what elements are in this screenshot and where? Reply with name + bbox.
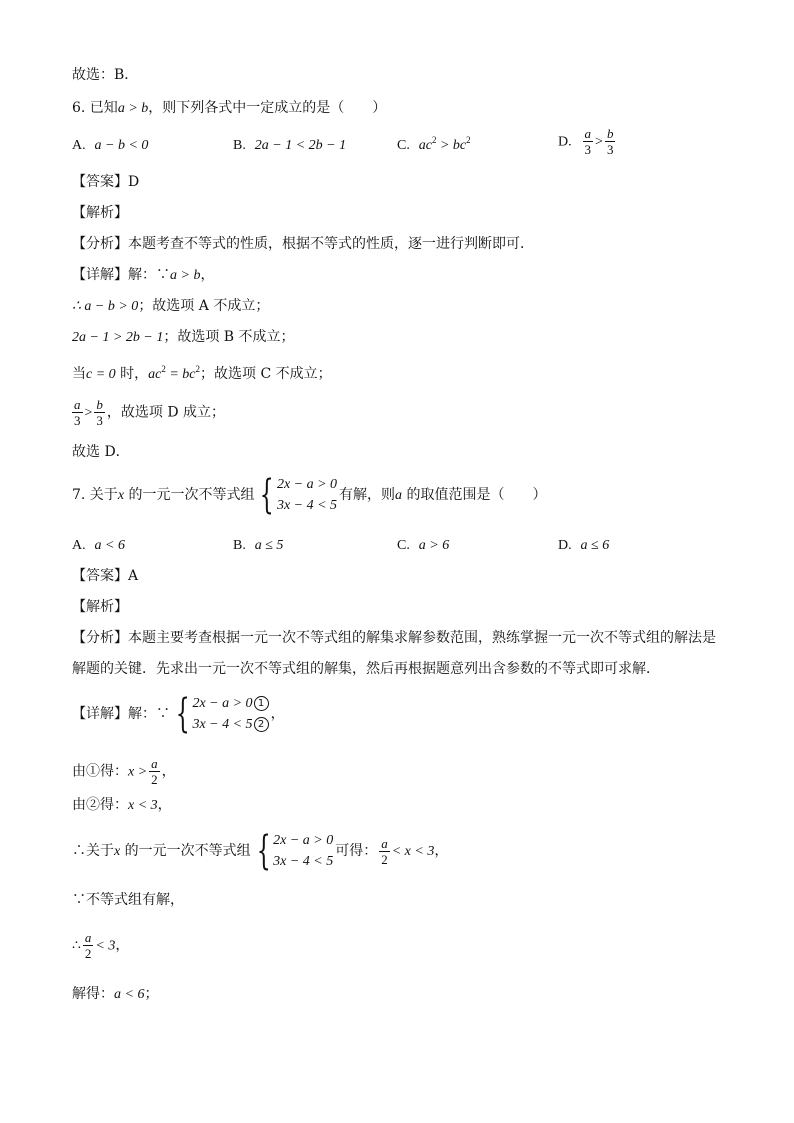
q7-from-2-expr: x < 3 xyxy=(128,798,158,813)
q6-step-1-text: ；故选项 A 不成立； xyxy=(138,298,270,314)
q6-option-b xyxy=(233,135,346,156)
q6-step-3-eq-left: ac xyxy=(148,367,162,382)
q6-step-2 xyxy=(72,327,295,348)
q6-step-4-text: ，故选项 D 成立； xyxy=(106,404,226,421)
q6-step-3-text: ；故选项 C 不成立； xyxy=(200,366,332,382)
q7-from-2 xyxy=(72,795,172,816)
q6-fenxi: 【分析】本题考查不等式的性质，根据不等式的性质，逐一进行判断即可． xyxy=(72,236,534,252)
q7-from-2-label: 由②得： xyxy=(72,797,128,813)
q7-detail-end: ， xyxy=(270,706,285,722)
q6-option-c-sup-2: 2 xyxy=(466,135,471,145)
q7-detail-prefix: 【详解】解：∵ xyxy=(72,706,170,722)
q6-stem-prefix: 6. 已知 xyxy=(72,100,118,116)
q6-step-3-sup-2: 2 xyxy=(195,364,201,374)
q7-therefore-expr: < x < 3 xyxy=(391,844,435,859)
q6-option-d-label: D. xyxy=(558,134,572,150)
q7-from-1 xyxy=(72,756,176,787)
q7-from-1-expr: x > xyxy=(128,764,148,780)
q7-therefore xyxy=(72,830,448,872)
q7-option-d xyxy=(558,535,609,556)
q7-therefore-system: { 2x − a > 0 3x − 4 < 5 xyxy=(256,828,334,874)
q6-step-2-expr: 2a − 1 > 2b − 1 xyxy=(72,330,164,345)
q7-therefore-comma: ， xyxy=(434,843,449,859)
q7-solve xyxy=(72,984,158,1005)
q7-therefore-mid: 的一元一次不等式组 xyxy=(120,843,251,859)
q7-option-b xyxy=(233,535,283,556)
q6-stem xyxy=(72,98,386,119)
q6-option-c xyxy=(397,135,471,156)
q7-analysis-heading: 【解析】 xyxy=(72,599,128,615)
q6-conclusion: 故选 D． xyxy=(72,444,130,460)
q7-therefore-2-frac: $\frac{a}{2}$ xyxy=(84,930,92,961)
q7-option-d-label: D. xyxy=(558,538,572,553)
q7-stem-prefix: 7. 关于 xyxy=(72,487,118,503)
q6-analysis-heading: 【解析】 xyxy=(72,205,128,221)
q6-option-c-expr-left: ac xyxy=(418,138,432,153)
q6-step-4-frac-a: $\frac{a}{3}$ xyxy=(74,397,81,428)
q7-option-a-label: A. xyxy=(72,538,86,553)
q7-therefore-x: x xyxy=(114,844,121,859)
q6-option-b-expr: 2a − 1 < 2b − 1 xyxy=(254,138,347,153)
q6-step-1-expr: ∴ a − b > 0 xyxy=(72,299,139,314)
q7-stem-system: { 2x − a > 0 3x − 4 < 5 xyxy=(260,472,338,518)
q6-option-c-label: C. xyxy=(397,138,410,153)
q6-stem-cond: a > b xyxy=(117,101,149,116)
q7-solve-expr: a < 6 xyxy=(114,987,145,1002)
q7-stem-a: a xyxy=(395,488,403,503)
q7-option-c-expr: a > 6 xyxy=(418,538,450,553)
q6-option-b-label: B. xyxy=(233,138,246,153)
q7-therefore-2-comma: ， xyxy=(115,937,130,954)
circled-one-icon: 1 xyxy=(254,696,269,711)
q7-option-c-label: C. xyxy=(397,538,410,553)
q7-fenxi-line-1: 【分析】本题主要考查根据一元一次不等式组的解集求解参数范围，熟练掌握一元一次不等式组的解法是 xyxy=(72,630,716,646)
q7-solve-pre: 解得： xyxy=(72,986,114,1002)
q7-therefore-2-pre: ∴ xyxy=(72,937,81,954)
q7-therefore-frac: $\frac{a}{2}$ xyxy=(381,835,388,867)
q7-from-1-label: 由①得： xyxy=(72,763,128,780)
q7-therefore-2-expr: < 3 xyxy=(95,938,116,954)
q6-option-a-expr: a − b < 0 xyxy=(94,138,149,153)
q7-therefore-pre: ∴关于 xyxy=(72,843,114,859)
prev-conclusion: 故选：B． xyxy=(72,67,139,83)
q7-fenxi-line-2: 解题的关键．先求出一元一次不等式组的解集，然后再根据题意列出含参数的不等式即可求解． xyxy=(72,661,660,677)
q7-stem-x: x xyxy=(117,488,125,503)
q6-detail-prefix: 【详解】解：∵ xyxy=(72,267,170,283)
q6-detail-cond: a > b xyxy=(170,268,201,283)
q6-answer: 【答案】D xyxy=(72,174,140,190)
q6-step-4: $\frac{a}{3}$ > $\frac{b}{3}$ ，故选项 D 成立； xyxy=(74,397,226,428)
q6-option-c-sup-1: 2 xyxy=(431,135,437,145)
q6-step-3-pre: 当 xyxy=(72,366,86,382)
q6-step-1 xyxy=(72,296,269,317)
circled-two-icon: 2 xyxy=(254,717,269,732)
q6-step-3-c: c = 0 xyxy=(86,367,116,382)
q7-option-a xyxy=(72,535,125,556)
q7-answer: 【答案】A xyxy=(72,568,139,584)
q6-step-4-frac-b: $\frac{b}{3}$ xyxy=(96,397,103,428)
q6-option-d: D. $\frac{a}{3}$ > $\frac{b}{3}$ xyxy=(558,126,614,157)
q7-option-b-expr: a ≤ 5 xyxy=(254,538,284,553)
q6-detail xyxy=(72,265,214,286)
q6-option-d-frac-b: $\frac{b}{3}$ xyxy=(606,126,614,157)
q7-from-2-comma: ， xyxy=(157,797,172,813)
q6-step-3-eq-mid: = bc xyxy=(165,367,196,382)
q6-stem-suffix: ，则下列各式中一定成立的是（ ） xyxy=(148,100,387,116)
q6-step-3-mid: 时， xyxy=(115,366,149,382)
q6-step-3-sup-1: 2 xyxy=(161,364,166,374)
q7-option-a-expr: a < 6 xyxy=(94,538,125,553)
q6-option-c-expr-mid: > bc xyxy=(436,138,467,153)
q7-stem-after: 有解，则 xyxy=(339,487,396,503)
q7-option-d-expr: a ≤ 6 xyxy=(580,538,610,553)
q7-stem-mid: 的一元一次不等式组 xyxy=(124,487,255,503)
q7-therefore-get: 可得： xyxy=(335,843,378,859)
q6-step-2-text: ；故选项 B 不成立； xyxy=(163,329,295,345)
q6-detail-end: ， xyxy=(200,267,215,283)
q6-option-d-frac-a: $\frac{a}{3}$ xyxy=(584,126,592,157)
q7-from-1-frac: $\frac{a}{2}$ xyxy=(151,756,158,787)
q7-has-solution: ∵不等式组有解， xyxy=(72,892,184,908)
q6-step-3 xyxy=(72,364,332,385)
q7-option-b-label: B. xyxy=(233,538,246,553)
q7-stem xyxy=(72,474,547,516)
q7-detail-system: { 2x − a > 0 1 3x − 4 < 5 2 xyxy=(172,693,269,735)
q7-stem-suffix: 的取值范围是（ ） xyxy=(402,487,547,503)
q7-from-1-comma: ， xyxy=(161,763,176,780)
q7-solve-end: ； xyxy=(144,986,159,1002)
q6-option-a xyxy=(72,135,148,156)
q7-option-c xyxy=(397,535,449,556)
q7-detail xyxy=(72,693,285,735)
q7-therefore-2 xyxy=(72,930,129,961)
q6-option-a-label: A. xyxy=(72,138,86,153)
